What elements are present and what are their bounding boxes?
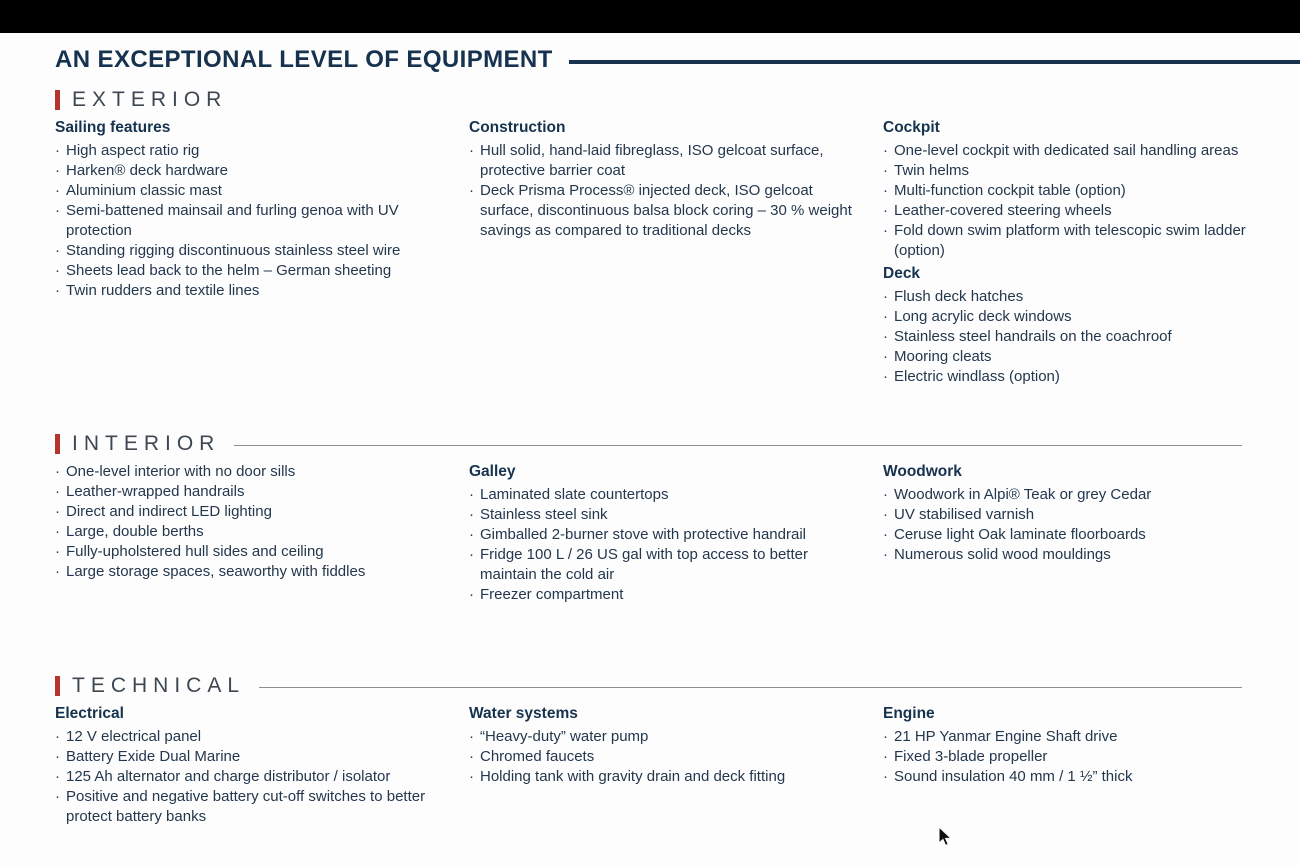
bullet-dot: · [55, 563, 60, 580]
list-item-text: UV stabilised varnish [894, 506, 1035, 523]
feature-group [55, 118, 433, 301]
section-label: EXTERIOR [72, 88, 228, 111]
bullet-dot: · [883, 162, 888, 179]
list-item-text: Freezer compartment [480, 586, 624, 603]
list-item [55, 201, 433, 241]
bullet-dot: · [883, 748, 888, 765]
bullet-dot: · [883, 328, 888, 345]
list-item-text: Fold down swim platform with telescopic swim ladder (option) [894, 222, 1246, 259]
list-item-text: Standing rigging discontinuous stainless steel wire [66, 242, 401, 259]
list-item [469, 727, 861, 747]
group-heading: Electrical [55, 705, 124, 722]
bullet-dot: · [55, 182, 60, 199]
section-column [883, 118, 1300, 387]
bullet-dot: · [55, 788, 60, 805]
feature-list [469, 485, 861, 605]
list-item [883, 201, 1258, 221]
list-item-text: Sound insulation 40 mm / 1 ½” thick [894, 768, 1133, 785]
bullet-dot: · [883, 506, 888, 523]
list-item [883, 545, 1258, 565]
bullet-dot: · [883, 182, 888, 199]
list-item-text: One-level interior with no door sills [66, 463, 296, 480]
bullet-dot: · [469, 586, 474, 603]
list-item-text: Chromed faucets [480, 748, 595, 765]
list-item-text: Multi-function cockpit table (option) [894, 182, 1126, 199]
section-column [55, 462, 469, 605]
list-item [55, 787, 433, 827]
list-item-text: Holding tank with gravity drain and deck fitting [480, 768, 786, 785]
bullet-dot: · [55, 503, 60, 520]
list-item [469, 767, 861, 787]
bullet-dot: · [883, 202, 888, 219]
list-item-text: Laminated slate countertops [480, 486, 669, 503]
section-accent-bar [55, 676, 60, 696]
list-item-text: Ceruse light Oak laminate floorboards [894, 526, 1146, 543]
list-item-text: Woodwork in Alpi® Teak or grey Cedar [894, 486, 1152, 503]
bullet-dot: · [883, 768, 888, 785]
list-item-text: 21 HP Yanmar Engine Shaft drive [894, 728, 1118, 745]
group-heading: Woodwork [883, 463, 962, 480]
feature-list [469, 727, 861, 787]
list-item-text: Flush deck hatches [894, 288, 1024, 305]
list-item [883, 161, 1258, 181]
bullet-dot: · [469, 546, 474, 563]
section-column [883, 462, 1300, 605]
bullet-dot: · [55, 142, 60, 159]
feature-group [469, 704, 861, 787]
list-item [55, 502, 433, 522]
list-item-text: Fridge 100 L / 26 US gal with top access to better maintain the cold air [480, 546, 808, 583]
list-item [883, 367, 1258, 387]
list-item [883, 767, 1258, 787]
feature-list [883, 141, 1258, 261]
feature-group [469, 462, 861, 605]
feature-group [55, 704, 433, 827]
list-item [883, 485, 1258, 505]
group-heading: Water systems [469, 705, 578, 722]
page-title-row [55, 46, 1300, 74]
section-header-interior [55, 432, 1242, 456]
list-item-text: Large storage spaces, seaworthy with fiddles [66, 563, 366, 580]
feature-group [469, 118, 861, 241]
group-heading: Deck [883, 265, 921, 282]
list-item-text: Semi-battened mainsail and furling genoa with UV protection [66, 202, 399, 239]
feature-list [55, 141, 433, 301]
title-rule-line [569, 60, 1300, 64]
section-accent-bar [55, 90, 60, 110]
bullet-dot: · [883, 368, 888, 385]
bullet-dot: · [55, 728, 60, 745]
list-item [55, 767, 433, 787]
bullet-dot: · [883, 222, 888, 239]
list-item [469, 585, 861, 605]
list-item-text: High aspect ratio rig [66, 142, 200, 159]
list-item-text: Long acrylic deck windows [894, 308, 1072, 325]
list-item [55, 281, 433, 301]
list-item [883, 287, 1258, 307]
list-item-text: Gimballed 2-burner stove with protective handrail [480, 526, 806, 543]
bullet-dot: · [55, 483, 60, 500]
section-header-exterior [55, 88, 1242, 112]
list-item [55, 727, 433, 747]
list-item [55, 482, 433, 502]
bullet-dot: · [55, 202, 60, 219]
feature-list [883, 485, 1258, 565]
list-item [55, 181, 433, 201]
bullet-dot: · [883, 526, 888, 543]
section-label: INTERIOR [72, 432, 221, 455]
section-column [883, 704, 1300, 827]
bullet-dot: · [883, 728, 888, 745]
list-item-text: Electric windlass (option) [894, 368, 1060, 385]
bullet-dot: · [883, 288, 888, 305]
list-item-text: Twin rudders and textile lines [66, 282, 260, 299]
list-item-text: 125 Ah alternator and charge distributor / isolator [66, 768, 391, 785]
bullet-dot: · [55, 262, 60, 279]
list-item-text: Positive and negative battery cut-off switches to better protect battery banks [66, 788, 426, 825]
bullet-dot: · [469, 506, 474, 523]
list-item-text: Aluminium classic mast [66, 182, 222, 199]
section-accent-bar [55, 434, 60, 454]
list-item [883, 307, 1258, 327]
list-item [55, 562, 433, 582]
list-item-text: Large, double berths [66, 523, 204, 540]
list-item [55, 141, 433, 161]
list-item [469, 545, 861, 585]
list-item [883, 141, 1258, 161]
section-column [55, 118, 469, 387]
list-item [883, 221, 1258, 261]
feature-list [55, 727, 433, 827]
bullet-dot: · [55, 282, 60, 299]
list-item [469, 505, 861, 525]
section-grid [55, 704, 1300, 827]
list-item [55, 542, 433, 562]
feature-list [469, 141, 861, 241]
bullet-dot: · [883, 348, 888, 365]
feature-group [883, 264, 1258, 387]
bullet-dot: · [469, 182, 474, 199]
list-item-text: Sheets lead back to the helm – German sheeting [66, 262, 392, 279]
group-heading: Cockpit [883, 119, 940, 136]
list-item-text: Stainless steel handrails on the coachroof [894, 328, 1172, 345]
list-item-text: Stainless steel sink [480, 506, 608, 523]
bullet-dot: · [55, 523, 60, 540]
page-title: AN EXCEPTIONAL LEVEL OF EQUIPMENT [55, 46, 553, 73]
list-item-text: Mooring cleats [894, 348, 992, 365]
list-item-text: Direct and indirect LED lighting [66, 503, 272, 520]
list-item-text: One-level cockpit with dedicated sail handling areas [894, 142, 1239, 159]
bullet-dot: · [55, 242, 60, 259]
group-heading: Engine [883, 705, 935, 722]
feature-group [883, 704, 1258, 787]
top-black-bar [0, 0, 1300, 33]
section-column [55, 704, 469, 827]
list-item [469, 485, 861, 505]
section-column [469, 462, 883, 605]
bullet-dot: · [55, 748, 60, 765]
list-item [883, 727, 1258, 747]
bullet-dot: · [55, 543, 60, 560]
list-item-text: Twin helms [894, 162, 970, 179]
list-item-text: Leather-wrapped handrails [66, 483, 245, 500]
list-item [883, 747, 1258, 767]
list-item [55, 522, 433, 542]
list-item-text: Deck Prisma Process® injected deck, ISO gelcoat surface, discontinuous balsa block coring – 30 % weight savings as compared to traditional decks [480, 182, 852, 239]
list-item-text: Battery Exide Dual Marine [66, 748, 241, 765]
list-item [55, 747, 433, 767]
bullet-dot: · [55, 768, 60, 785]
feature-list [883, 727, 1258, 787]
list-item [469, 181, 861, 241]
feature-group [883, 118, 1258, 261]
group-heading: Construction [469, 119, 566, 136]
list-item [883, 327, 1258, 347]
feature-list [883, 287, 1258, 387]
list-item-text: Leather-covered steering wheels [894, 202, 1112, 219]
list-item [55, 261, 433, 281]
list-item-text: Fixed 3-blade propeller [894, 748, 1048, 765]
bullet-dot: · [883, 486, 888, 503]
bullet-dot: · [883, 546, 888, 563]
list-item [55, 462, 433, 482]
list-item-text: Fully-upholstered hull sides and ceiling [66, 543, 324, 560]
list-item-text: 12 V electrical panel [66, 728, 202, 745]
section-label: TECHNICAL [72, 674, 246, 697]
group-heading: Galley [469, 463, 516, 480]
bullet-dot: · [469, 768, 474, 785]
list-item-text: Hull solid, hand-laid fibreglass, ISO gelcoat surface, protective barrier coat [480, 142, 824, 179]
section-grid [55, 118, 1300, 387]
list-item [883, 347, 1258, 367]
bullet-dot: · [469, 748, 474, 765]
mouse-cursor-icon [937, 826, 953, 848]
list-item [883, 505, 1258, 525]
section-rule-line [234, 445, 1242, 446]
bullet-dot: · [55, 463, 60, 480]
feature-group [883, 462, 1258, 565]
bullet-dot: · [883, 142, 888, 159]
section-header-technical [55, 674, 1242, 698]
list-item [469, 747, 861, 767]
list-item-text: Numerous solid wood mouldings [894, 546, 1111, 563]
section-column [469, 704, 883, 827]
bullet-dot: · [469, 526, 474, 543]
bullet-dot: · [469, 142, 474, 159]
feature-list [55, 462, 433, 582]
bullet-dot: · [55, 162, 60, 179]
section-column [469, 118, 883, 387]
list-item-text: “Heavy-duty” water pump [480, 728, 649, 745]
list-item [55, 161, 433, 181]
group-heading: Sailing features [55, 119, 171, 136]
bullet-dot: · [883, 308, 888, 325]
list-item [55, 241, 433, 261]
list-item [469, 525, 861, 545]
list-item [883, 181, 1258, 201]
list-item [883, 525, 1258, 545]
section-grid [55, 462, 1300, 605]
section-rule-line [259, 687, 1242, 688]
list-item [469, 141, 861, 181]
bullet-dot: · [469, 728, 474, 745]
feature-group [55, 462, 433, 582]
bullet-dot: · [469, 486, 474, 503]
list-item-text: Harken® deck hardware [66, 162, 228, 179]
